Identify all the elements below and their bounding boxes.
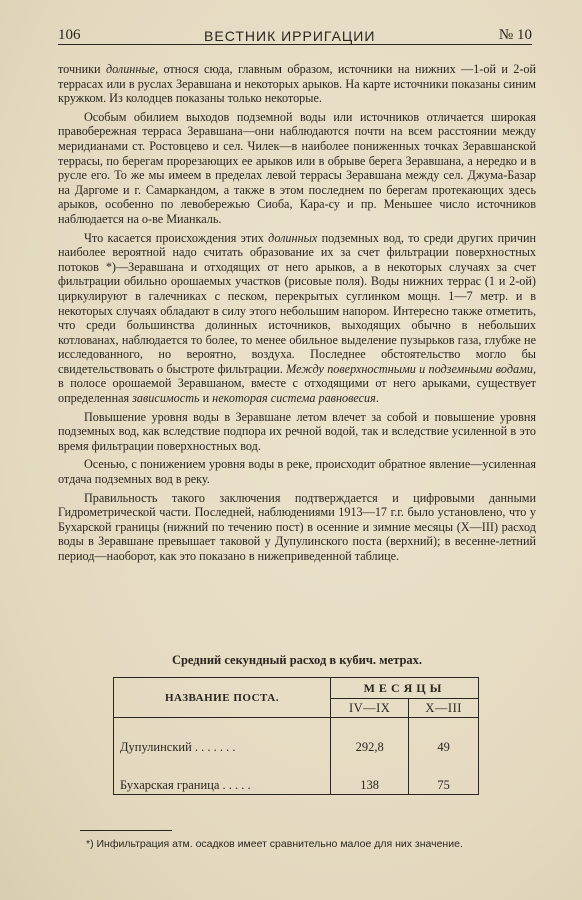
italic-run: долинных: [268, 230, 318, 245]
text-run: подземных вод, то среди других причин наиболее вероятной надо считать образование их за счет фильтрации поверхностных потоков *)—Зеравшана и отходящих от него арыков, а в некоторых случаях за счет фильтрации обильно орошаемых участков (рисовые поля). Воды нижних террас (1 и 2-ой) циркулируют в галечниках с песком, перекрытых суглинком мощн. 1—7 метр. и в некоторых случаях обладают в силу этого небольшим напором. Интересно также отметить, что среди большинства долинных источников, выходящих обычно в небольших котлованах, наблюдается то более, то менее обильное выделение пузырьков газа, глубже не исследованного, но вероятно, воздуха. Последнее обстоятельство могло бы свидетельствовать о быстроте фильтрации.: [58, 230, 536, 376]
body-text: [58, 62, 536, 564]
post-name: [114, 756, 331, 795]
post-name-text: Дупулинский: [120, 740, 192, 754]
paragraph: [58, 410, 536, 454]
leader-dots: . . . . .: [219, 778, 251, 792]
post-name-text: Бухарская граница: [120, 778, 220, 792]
col-header-period-1: IV—IX: [331, 699, 409, 718]
text-run: точники: [58, 62, 106, 76]
issue-number: № 10: [498, 27, 532, 43]
post-name: [114, 718, 331, 757]
text-run: , в полосе орошаемой Зеравшаном, вместе с отходящими от него арыками, существует определенная: [58, 361, 536, 406]
value-period-2: 49: [409, 718, 479, 757]
text-run: Повышение уровня воды в Зеравшане летом влечет за собой и повышение уровня подземных вод, как вследствие подпора их речной водой, так и вследствие усиленной в это время фильтрации поверхностных вод.: [58, 409, 536, 453]
table-row: [114, 756, 479, 795]
table-row: [114, 718, 479, 757]
value-period-2: 75: [409, 756, 479, 795]
paragraph: [58, 110, 536, 227]
journal-title: ВЕСТНИК ИРРИГАЦИИ: [204, 28, 376, 44]
footnote-rule: [80, 830, 172, 831]
text-run: Осенью, с понижением уровня воды в реке, происходит обратное явление—усиленная отдача подземных вод в реку.: [58, 457, 536, 487]
italic-run: некоторая система равновесия: [212, 391, 376, 406]
leader-dots: . . . . . . .: [191, 740, 236, 754]
text-run: Особым обилием выходов подземной воды или источников отличается широкая правобережная терраса Зеравшана—они наблюдаются почти на всем расстоянии между меридианами ст. Ростовцево и сел. Чилек—в наиболее пониженных точках Зеравшанской террасы, по берегам прорезающих ее арыков или в обрыве берега Зеравшана, а нередко и в русле его. То же мы имеем в пределах левой террасы Зеравшана между сел. Джума-Базар на Даргоме и г. Самаркандом, а также в этом последнем по берегам протекающих здесь арыков, особенно по левобережью Сиоба, Кара-су и пр. Меньшее число источников наблюдается на о-ве Мианкаль.: [58, 109, 536, 226]
text-run: Правильность такого заключения подтверждается и цифровыми данными Гидрометрической части. Последней, наблюдениями 1913—17 г.г. было установлено, что у Бухарской границы (нижний по течению пост) в осенние и зимние месяцы (X—III) расход воды в Зеравшане превышает таковой у Дупулинского поста (верхний); в весенне-летний период—наоборот, как это показано в нижеприведенной таблице.: [58, 490, 536, 563]
value-period-1: 292,8: [331, 718, 409, 757]
value-period-1: 138: [331, 756, 409, 795]
text-run: и: [199, 391, 213, 406]
italic-run: долинные: [105, 62, 156, 76]
text-run: .: [375, 391, 379, 406]
italic-run: Между поверхностными и подземными водами: [286, 361, 533, 376]
page-header: [58, 24, 532, 45]
col-header-period-2: X—III: [409, 699, 479, 718]
text-run: Что касается происхождения этих: [84, 230, 269, 245]
col-header-post-name: НАЗВАНИЕ ПОСТА.: [114, 678, 331, 718]
paragraph: [58, 491, 536, 564]
italic-run: зависимость: [132, 391, 200, 406]
discharge-table: [113, 677, 479, 795]
paragraph: [58, 231, 536, 406]
page-number: 106: [58, 27, 81, 43]
paragraph: [58, 62, 536, 106]
table-caption: Средний секундный расход в кубич. метрах.: [171, 653, 423, 667]
text-run: , относя сюда, главным образом, источники на нижних —1-ой и 2-ой террасах или в руслах Зеравшана и некоторых арыков. На карте источники показаны синим кружком. Из колодцев показаны только некоторые.: [58, 62, 537, 106]
paragraph: [58, 457, 536, 486]
col-header-months: МЕСЯЦЫ: [331, 678, 479, 699]
footnote: *) Инфильтрация атм. осадков имеет сравнительно малое для них значение.: [86, 838, 463, 850]
